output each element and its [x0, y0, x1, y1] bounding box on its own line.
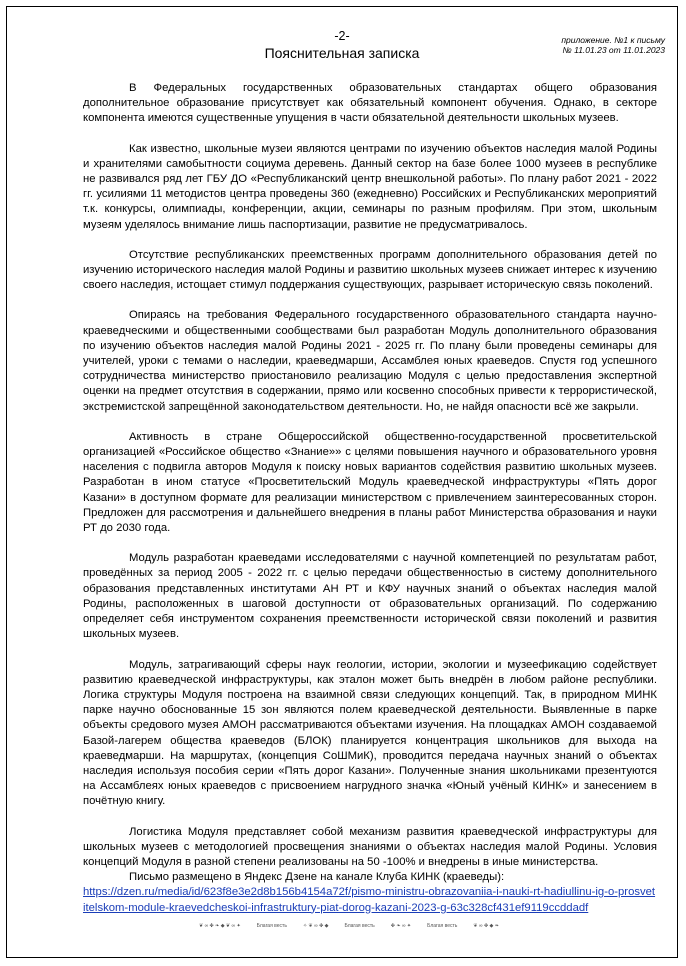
dzen-article-link[interactable]: https://dzen.ru/media/id/623f8e3e2d8b156b4154a72f/pismo-ministru-obrazovaniia-i-nauki-rt-hadiullinu-ig-o-prosvetitelskom-module-kraevedcheskoi-infrastruktury-piat-dorog-kazani-2023-g-63c328cf431ef9119ccddadf	[83, 886, 656, 914]
paragraph-3: Отсутствие республиканских преемственных программ дополнительного образования детей по изучению исторического наследия малой Родины и развитию школьных музеев снижает интерес к изучению своего наследия, истощает стимул поддержания существующих, разрывает историческую связь поколений.	[83, 248, 657, 292]
ornament-text-3: Благая весть	[427, 923, 458, 929]
paragraph-6: Модуль разработан краеведами исследователями с научной компетенцией по результатам работ, проведённых за период 2005 - 2022 гг. с целью передачи общественностью в систему дополнительного образования представленных институтами АН РТ и КФУ научных знаний о объектах наследия малой Родины, расположенных в шаговой доступности от образовательных организаций. По содержанию определяет себя инструментом сохранения преемственности исторической связи поколений и развития школьных музеев.	[83, 552, 657, 641]
ornament-glyphs-3: ✤ ❧ ∞ ✦	[390, 923, 412, 929]
paragraph-9: Письмо размещено в Яндекс Дзене на канале Клуба КИНК (краеведы):	[129, 871, 505, 884]
link-paragraph	[83, 885, 657, 915]
paragraph-4: Опираясь на требования Федерального государственного образовательного стандарта научно-краеведческими и общественными сообществами был разработан Модуль дополнительного образования по изучению объектов наследия малой Родины 2021 - 2025 гг. По плану были проведены семинары для учителей, уроки с темами о наследии, краеведмарши, Ассамблея юных краеведов. Спустя год успешного сотрудничества министерство приостановило реализацию Модуля с целью предоставления экспертной оценки на предмет отсутствия в содержании, прямо или косвенно способных привести к террористической, экстремистской запрещённой законодательством деятельности. Но, не найдя опасности всё же закрыли.	[83, 309, 657, 413]
footer-ornament	[199, 920, 499, 932]
paragraph-1: В Федеральных государственных образовательных стандартах общего образования дополнительное образование присутствует как обязательный компонент обучения. Однако, в секторе компонента имеются существенные упущения в части обязательной деятельности школьных музеев.	[83, 82, 657, 125]
attachment-line-1: приложение. №1 к письму	[561, 35, 665, 45]
document-title: Пояснительная записка	[264, 45, 420, 61]
ornament-text-2: Благая весть	[344, 923, 375, 929]
document-body	[83, 81, 657, 916]
ornament-text-1: Благая весть	[256, 923, 287, 929]
ornament-glyphs-2: ✧ ❦ ∞ ✤ ◆	[302, 923, 329, 929]
paragraph-5: Активность в стране Общероссийской общественно-государственной просветительской организацией «Российское общество «Знание»» с целями повышения научного и образовательного уровня населения с подвигла авторов Модуля к поиску новых вариантов содействия развитию школьных музеев. Разработан в ином статусе «Просветительский Модуль краеведческой инфраструктуры «Пять дорог Казани» в доступном формате для реализации министерством с привлечением заинтересованных сторон. Предложен для рассмотрения и дальнейшего внедрения в планы работ Министерства образования и науки РТ до 2030 года.	[83, 430, 657, 535]
attachment-line-2: № 11.01.23 от 11.01.2023	[562, 45, 665, 55]
document-page	[6, 6, 678, 958]
ornament-glyphs-4: ❦ ∞ ✤ ◆ ❧	[473, 923, 499, 929]
paragraph-7: Модуль, затрагивающий сферы наук геологии, истории, экологии и музеефикацию содействует развитию краеведческой инфраструктуры, как эталон может быть внедрён в любом районе республики. Логика структуры Модуля построена на взаимной связи следующих концепций. Так, в природном МИНК парке научно обоснованные 15 зон являются полем краеведческой деятельности. Выявленные в парке объекты средового музея АМОН рассматриваются объектами изучения. На площадках АМОН создаваемой Базой-лагерем общества краеведов (БЛОК) планируется концентрация школьников для выхода на краеведмарши. На маршрутах, (концепция СоШМиК), проводится передача научных знаний о объектах наследия используя пособия серии «Пять дорог Казани». Полученные знания школьниками презентуются на Ассамблеях юных краеведов с присвоением нагрудного значка «Юный учёный КИНК» и занесением в почётную книгу.	[83, 658, 657, 808]
paragraph-8: Логистика Модуля представляет собой механизм развития краеведческой инфраструктуры для школьных музеев с методологией просвещения знаниями о объектах наследия малой Родины. Условия концепций Модуля в разной степени реализованы на 50 -100% и внедрены в иные министерства.	[83, 825, 657, 868]
paragraph-2: Как известно, школьные музеи являются центрами по изучению объектов наследия малой Родины и хранителями самобытности социума деревень. Данный сектор на базе более 1000 музеев в республике не развивался ряд лет ГБУ ДО «Республиканский центр внешкольной работы». По плану работ 2021 - 2022 гг. усилиями 11 методистов центра проведены 360 (ежедневно) Российских и Республиканских мероприятий т.к. конкурсы, олимпиады, конференции, акции, семинары по разным профилям. При этом, школьным музеям уделялось внимание лишь паспортизации, развитие не предусматривалось.	[83, 142, 657, 231]
page-number: -2-	[334, 29, 350, 43]
ornament-glyphs-1: ❦ ∞ ✤ ❧ ◆ ❦ ∞ ✦	[199, 923, 241, 929]
